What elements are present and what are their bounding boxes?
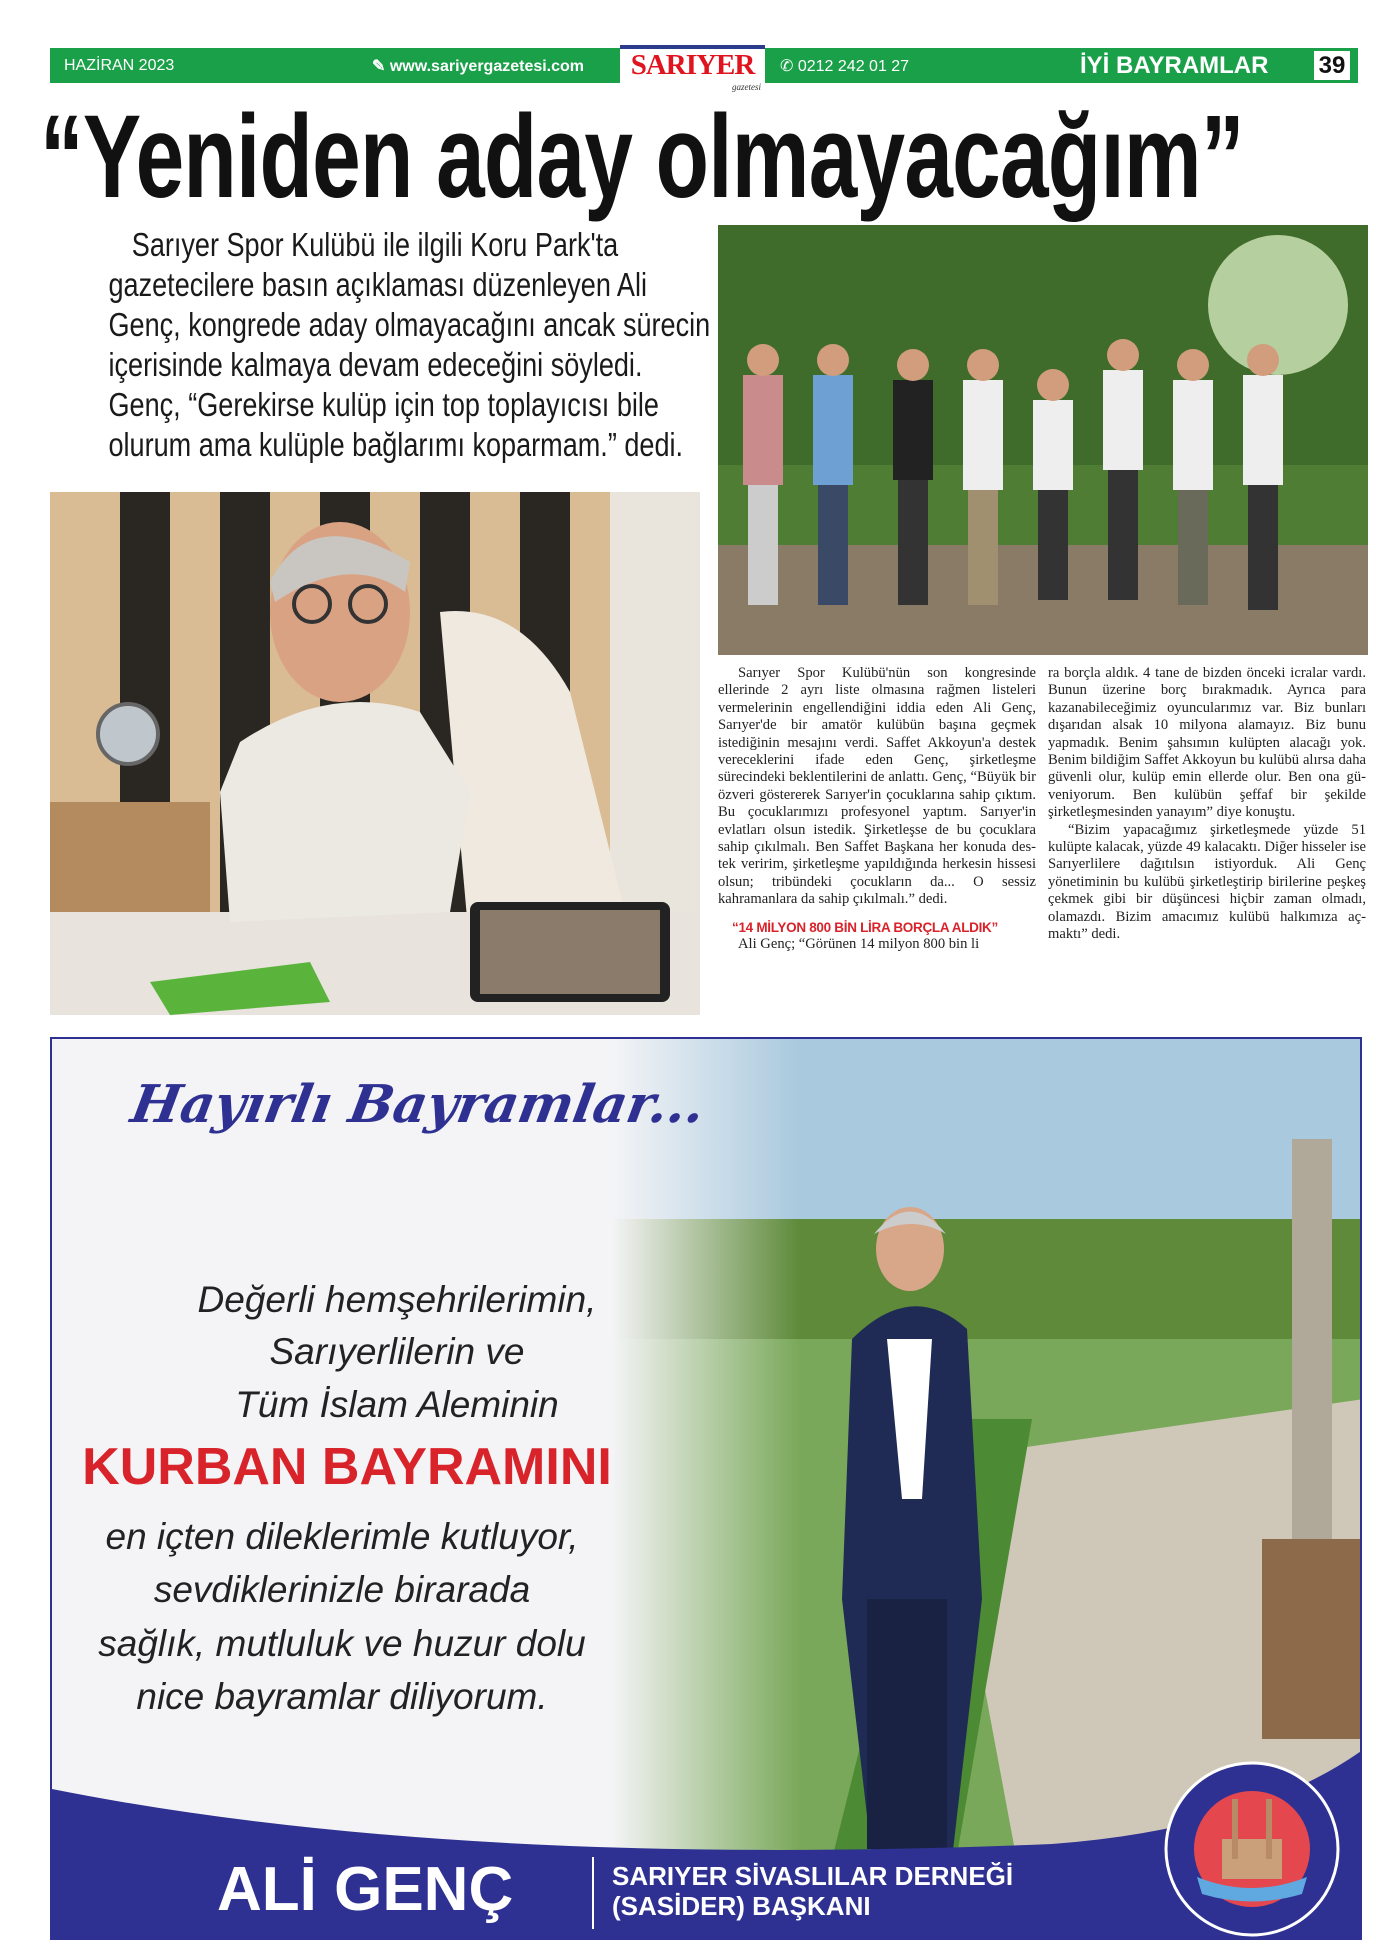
greeting-line: Değerli hemşehrilerimin,	[197, 1279, 597, 1320]
holiday-advertisement	[50, 1037, 1362, 1940]
page-number: 39	[1314, 51, 1350, 80]
globe-icon: ✎	[372, 58, 390, 75]
office-portrait-photo	[50, 492, 700, 1015]
greeting-line: Sarıyerlilerin ve	[269, 1331, 525, 1372]
advertiser-title: SARIYER SİVASLILAR DERNEĞİ (SASİDER) BAŞKANI	[612, 1861, 1014, 1921]
phone-number: ✆ 0212 242 01 27	[780, 58, 910, 75]
greeting-line: en içten dileklerimle kutluyor,	[105, 1516, 579, 1557]
advertiser-name: ALİ GENÇ	[217, 1855, 514, 1924]
section-title: İYİ BAYRAMLAR	[1080, 52, 1269, 79]
divider	[592, 1857, 594, 1929]
newspaper-logo: SARIYER gazetesi	[620, 45, 765, 91]
website-link[interactable]: ✎ www.sariyergazetesi.com	[372, 58, 585, 75]
article-paragraph: “Bizim yapacağımız şirketleşmede yüzde 51 kulüpte kalacak, yüzde 49 kalacaktı. Diğer hisseler ise Sarıyerlilere dağıtılsın istiyorduk. Ali Genç yönetiminin bu kulübü şirketleştirip birilerine peşkeş çekmek gibi bir düşüncesi hiçbir zaman olmadı, olamazdı. Bizim amacımız kulübü halkımıza açmaktı” dedi.	[1048, 821, 1366, 943]
greeting-line: sağlık, mutluluk ve huzur dolu	[98, 1623, 586, 1664]
greeting-line: Tüm İslam Aleminin	[235, 1384, 559, 1425]
issue-date: HAZİRAN 2023	[64, 57, 175, 74]
headline: “Yeniden aday olmayacağım”	[40, 91, 1244, 223]
lede: Sarıyer Spor Kulübü ile ilgili Koru Park'ta gazetecilere basın açıklaması düzenleyen Ali Genç, kongrede aday olmayacağını ancak sürecin içerisinde kalmaya devam edeceğini söyledi. Genç, “Gerekirse kulüp için top toplayıcısı bile olurum ama kulüple bağlarımı koparmam.” dedi.	[108, 226, 711, 463]
article-column-1	[718, 665, 1036, 953]
phone-icon: ✆	[780, 58, 798, 75]
holiday-name: KURBAN BAYRAMINI	[82, 1438, 612, 1496]
page-header-bar	[50, 48, 1358, 92]
article-column-2	[1048, 665, 1366, 944]
article-paragraph: Sarıyer Spor Kulübü'nün son kongresinde ellerinde 2 ayrı liste olmasına rağmen listeleri vermelerinin engellendiğini iddia eden Ali Genç, Sarıyer'de bir amatör kulübün başına geçmek istediğinin mesajını verdi. Saffet Akkoyun'a destek vereceklerini ifade eden Genç, şirketleşme sürecindeki beklentilerini de anlattı. Genç, “Büyük bir özveri göstererek Sarıyer'in çocuklarına sahip çıktım. Bu çocuklarımızı profesyonel yaptım. Sarıyer'in evlatları olsun istedik. Şirketleşse de bu çocuklara sahip çıkılmalı. Ben Saffet Başkana her konuda destek veririm, şirketleşme yapıldığında herkesin hissesi olsun; tribündeki çocukların da... O sessiz kahramanlara da sahip çıkılmalı.” dedi.	[718, 665, 1036, 908]
greeting-line: nice bayramlar diliyorum.	[136, 1676, 548, 1717]
sasider-emblem-logo	[1162, 1759, 1342, 1939]
article-paragraph: Ali Genç; “Görünen 14 milyon 800 bin li	[738, 935, 980, 952]
article-subheading: “14 MİLYON 800 BİN LİRA BORÇLA ALDIK”	[732, 919, 998, 935]
greeting-heading: Hayırlı Bayramlar...	[126, 1074, 710, 1135]
article-paragraph: ra borçla aldık. 4 tane de bizden önceki icralar vardı. Bunun üzerine borç bırakmadık. Ayrıca para kazanabileceğimiz oyuncularımız var. Biz bunları dışarıdan alsak 10 milyona alamayız. Biz bunu yapmadık. Benim şahsımın kulüpten alacağı yok. Benim bildiğim Saffet Akkoyun bu kulübü alırsa daha güvenli olur, kulüp emin ellerde olur. Ben ona güveniyorum. Ben kulübün şeffaf bir şekilde şirketleşmesinden yanayım” diye konuştu.	[1048, 665, 1366, 821]
greeting-line: sevdiklerinizle birarada	[153, 1569, 531, 1610]
group-photo	[718, 225, 1368, 655]
